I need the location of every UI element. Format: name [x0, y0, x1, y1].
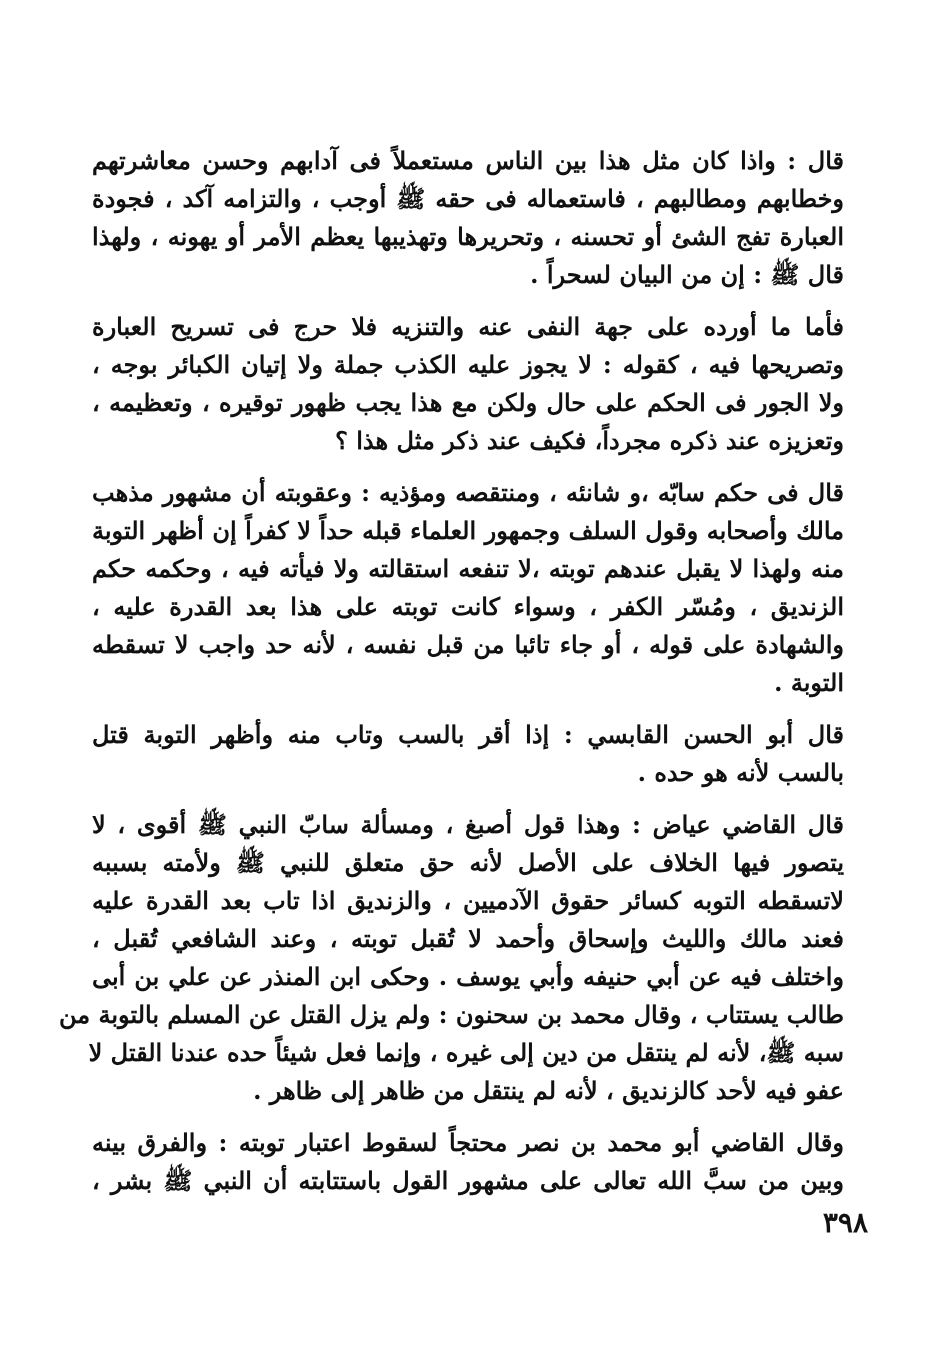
text-line: قال أبو الحسن القابسي : إذا أقر بالسب وتاب منه وأظهر التوبة قتل [92, 720, 844, 749]
text-line: عفو فيه لأحد كالزنديق ، لأنه لم ينتقل من ظاهر إلى ظاهر . [253, 1076, 844, 1105]
text-line: وبين من سبَّ الله تعالى على مشهور القول باستتابته أن النبي ﷺ بشر ، [92, 1166, 844, 1195]
text-line: لاتسقطه التوبه كسائر حقوق الآدميين ، والزنديق اذا تاب بعد القدرة عليه [92, 886, 844, 915]
paragraph [92, 716, 844, 792]
text-line: وتصريحها فيه ، كقوله : لا يجوز عليه الكذب جملة ولا إتيان الكبائر بوجه ، [92, 350, 844, 379]
text-line: طالب يستتاب ، وقال محمد بن سحنون : ولم يزل القتل عن المسلم بالتوبة من [59, 1000, 844, 1029]
text-line: وقال القاضي أبو محمد بن نصر محتجاً لسقوط اعتبار توبته : والفرق بينه [92, 1128, 844, 1157]
text-line: بالسب لأنه هو حده . [637, 758, 844, 787]
text-line: قال القاضي عياض : وهذا قول أصبغ ، ومسألة سابّ النبي ﷺ أقوى ، لا [92, 810, 844, 839]
paragraph [92, 1124, 844, 1200]
text-line: قال : واذا كان مثل هذا بين الناس مستعملاً فى آدابهم وحسن معاشرتهم [92, 146, 844, 175]
paragraph [92, 474, 844, 702]
text-line: مالك وأصحابه وقول السلف وجمهور العلماء قبله حداً لا كفراً إن أظهر التوبة [92, 516, 844, 545]
text-line: ولا الجور فى الحكم على حال ولكن مع هذا يجب ظهور توقيره ، وتعظيمه ، [92, 388, 844, 417]
text-line: منه ولهذا لا يقبل عندهم توبته ،لا تنفعه استقالته ولا فيأته فيه ، وحكمه حكم [92, 554, 844, 583]
text-line: فعند مالك والليث وإسحاق وأحمد لا تُقبل توبته ، وعند الشافعي تُقبل ، [92, 924, 844, 953]
text-line: فأما ما أورده على جهة النفى عنه والتنزيه فلا حرج فى تسريح العبارة [92, 312, 844, 341]
text-line: العبارة تفج الشئ أو تحسنه ، وتحريرها وتهذيبها يعظم الأمر أو يهونه ، ولهذا [92, 222, 844, 251]
main-text [59, 142, 844, 1214]
paragraph [92, 142, 844, 294]
text-line: وتعزيزه عند ذكره مجرداً، فكيف عند ذكر مثل هذا ؟ [335, 426, 844, 455]
text-line: قال ﷺ : إن من البيان لسحراً . [530, 260, 844, 289]
text-line: التوبة . [774, 668, 844, 697]
text-line: الزنديق ، ومُسّر الكفر ، وسواء كانت توبته على هذا بعد القدرة عليه ، [92, 592, 844, 621]
paragraph [59, 806, 844, 1110]
paragraph [92, 308, 844, 460]
text-line: وخطابهم ومطالبهم ، فاستعماله فى حقه ﷺ أوجب ، والتزامه آكد ، فجودة [92, 184, 844, 213]
text-line: والشهادة على قوله ، أو جاء تائبا من قبل نفسه ، لأنه حد واجب لا تسقطه [92, 630, 844, 659]
page-number: ٣٩٨ [822, 1206, 868, 1239]
text-line: قال فى حكم سابّه ،و شانئه ، ومنتقصه ومؤذيه : وعقوبته أن مشهور مذهب [92, 478, 844, 507]
text-line: يتصور فيها الخلاف على الأصل لأنه حق متعلق للنبي ﷺ ولأمته بسببه [92, 848, 844, 877]
text-line: واختلف فيه عن أبي حنيفه وأبي يوسف . وحكى ابن المنذر عن علي بن أبى [92, 962, 844, 991]
text-line: سبه ﷺ، لأنه لم ينتقل من دين إلى غيره ، وإنما فعل شيئاً حده عندنا القتل لا [88, 1038, 844, 1067]
